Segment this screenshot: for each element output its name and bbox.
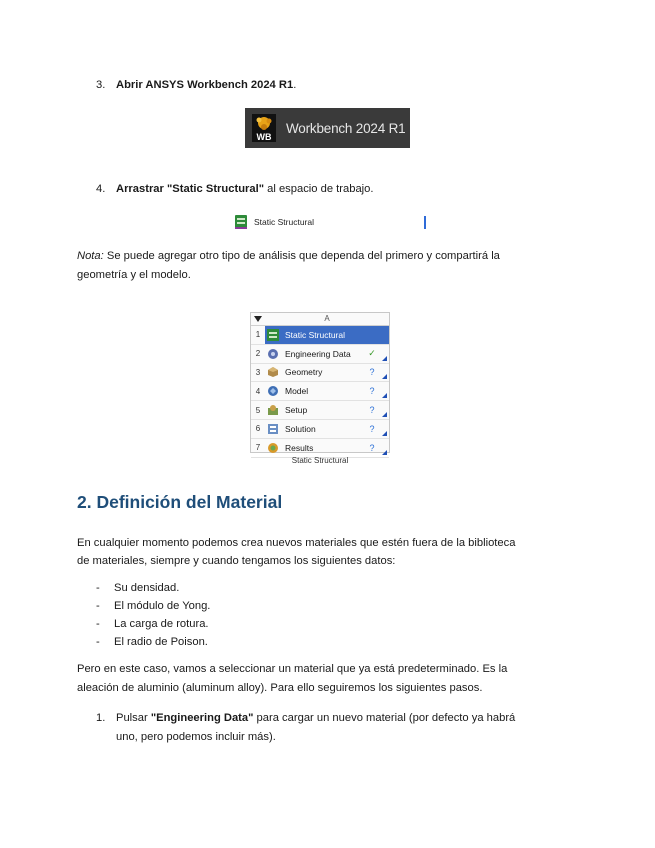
step-1 <box>96 709 515 728</box>
bullet-item <box>96 633 208 652</box>
step-4-bold: Arrastrar "Static Structural" <box>116 183 265 195</box>
corner-triangle-icon <box>379 420 389 438</box>
workbench-banner <box>245 108 410 148</box>
row-label: Engineering Data <box>285 348 351 359</box>
static-structural-icon <box>265 328 281 342</box>
schematic-row-model[interactable] <box>251 382 389 401</box>
bullet-marker: - <box>96 600 100 612</box>
step-4 <box>96 180 374 199</box>
question-status-icon: ? <box>369 405 375 416</box>
question-status-icon: ? <box>369 423 375 434</box>
text-cursor <box>424 216 426 229</box>
workbench-logo-icon <box>252 114 276 142</box>
schematic-row-results[interactable] <box>251 439 389 458</box>
corner-triangle-icon <box>379 382 389 400</box>
row-label: Solution <box>285 423 316 434</box>
schematic-row-static-structural[interactable] <box>251 326 389 345</box>
step-3-bold: Abrir ANSYS Workbench 2024 R1 <box>116 79 294 91</box>
toolbox-item-label: Static Structural <box>254 217 314 227</box>
bullet-marker: - <box>96 582 100 594</box>
question-status-icon: ? <box>369 442 375 453</box>
workbench-logo-text: WB <box>256 132 272 142</box>
bullet-item <box>96 615 209 634</box>
bullet-text: El módulo de Yong. <box>114 600 211 612</box>
workbench-label: Workbench 2024 R1 <box>286 120 406 136</box>
section-heading-text: 2. Definición del Material <box>77 492 283 512</box>
step-4-after: al espacio de trabajo. <box>264 183 374 195</box>
row-index: 4 <box>255 386 261 396</box>
column-letter: A <box>324 314 330 323</box>
corner-triangle-icon <box>379 439 389 457</box>
row-index: 2 <box>255 349 261 359</box>
question-status-icon: ? <box>369 367 375 378</box>
corner-triangle-icon <box>379 345 389 363</box>
bullet-marker: - <box>96 636 100 648</box>
note-line-1 <box>77 247 500 266</box>
schematic-row-geometry[interactable] <box>251 364 389 383</box>
row-index: 3 <box>255 367 261 377</box>
row-index: 7 <box>255 443 261 453</box>
step-1-line2: uno, pero podemos incluir más). <box>116 731 276 743</box>
step-1-number: 1. <box>96 712 106 724</box>
row-label: Geometry <box>285 367 323 378</box>
corner-triangle-icon <box>379 364 389 382</box>
step-3 <box>96 76 296 95</box>
para2-line1: Pero en este caso, vamos a seleccionar un material que ya está predeterminado. Es la <box>77 663 508 675</box>
setup-icon <box>265 403 281 417</box>
schematic-row-engineering-data[interactable] <box>251 345 389 364</box>
bullet-text: La carga de rotura. <box>114 618 209 630</box>
note-text-1: Se puede agregar otro tipo de análisis que dependa del primero y compartirá la <box>103 250 500 262</box>
note-line-2: geometría y el modelo. <box>77 269 191 281</box>
check-icon: ✓ <box>368 348 376 359</box>
geometry-icon <box>265 365 281 379</box>
step-1-before: Pulsar <box>116 712 151 724</box>
schematic-caption[interactable]: Static Structural <box>291 456 349 465</box>
row-label: Static Structural <box>285 329 345 340</box>
step-3-number: 3. <box>96 79 106 91</box>
static-structural-icon <box>234 214 248 230</box>
para1-line1: En cualquier momento podemos crea nuevos materiales que estén fuera de la biblioteca <box>77 537 516 549</box>
note-label: Nota: <box>77 250 104 262</box>
schematic-header <box>251 313 389 326</box>
bullet-text: El radio de Poison. <box>114 636 208 648</box>
step-1-after: para cargar un nuevo material (por defecto ya habrá <box>253 712 516 724</box>
dropdown-triangle-icon[interactable] <box>251 313 265 325</box>
row-index: 5 <box>255 405 261 415</box>
schematic-system-block[interactable] <box>250 312 390 453</box>
bullet-text: Su densidad. <box>114 582 180 594</box>
row-index: 6 <box>255 424 261 434</box>
section-heading <box>77 492 282 513</box>
schematic-row-setup[interactable] <box>251 401 389 420</box>
bullet-marker: - <box>96 618 100 630</box>
row-label: Results <box>285 442 314 453</box>
step-4-number: 4. <box>96 183 106 195</box>
row-index: 1 <box>251 326 265 344</box>
model-icon <box>265 384 281 398</box>
schematic-rows <box>251 326 389 458</box>
corner-triangle-icon <box>379 401 389 419</box>
bullet-item <box>96 597 210 616</box>
results-icon <box>265 441 281 455</box>
schematic-row-solution[interactable] <box>251 420 389 439</box>
question-status-icon: ? <box>369 386 375 397</box>
row-label: Setup <box>285 405 308 416</box>
solution-icon <box>265 422 281 436</box>
para1-line2: de materiales, siempre y cuando tengamos los siguientes datos: <box>77 555 396 567</box>
step-1-bold: "Engineering Data" <box>150 712 254 724</box>
para2-line2: aleación de aluminio (aluminum alloy). Para ello seguiremos los siguientes pasos. <box>77 682 483 694</box>
engineering-data-icon <box>265 347 281 361</box>
step-3-after: . <box>293 79 297 91</box>
bullet-item <box>96 579 179 598</box>
toolbox-static-structural[interactable] <box>234 211 426 233</box>
row-label: Model <box>285 386 309 397</box>
